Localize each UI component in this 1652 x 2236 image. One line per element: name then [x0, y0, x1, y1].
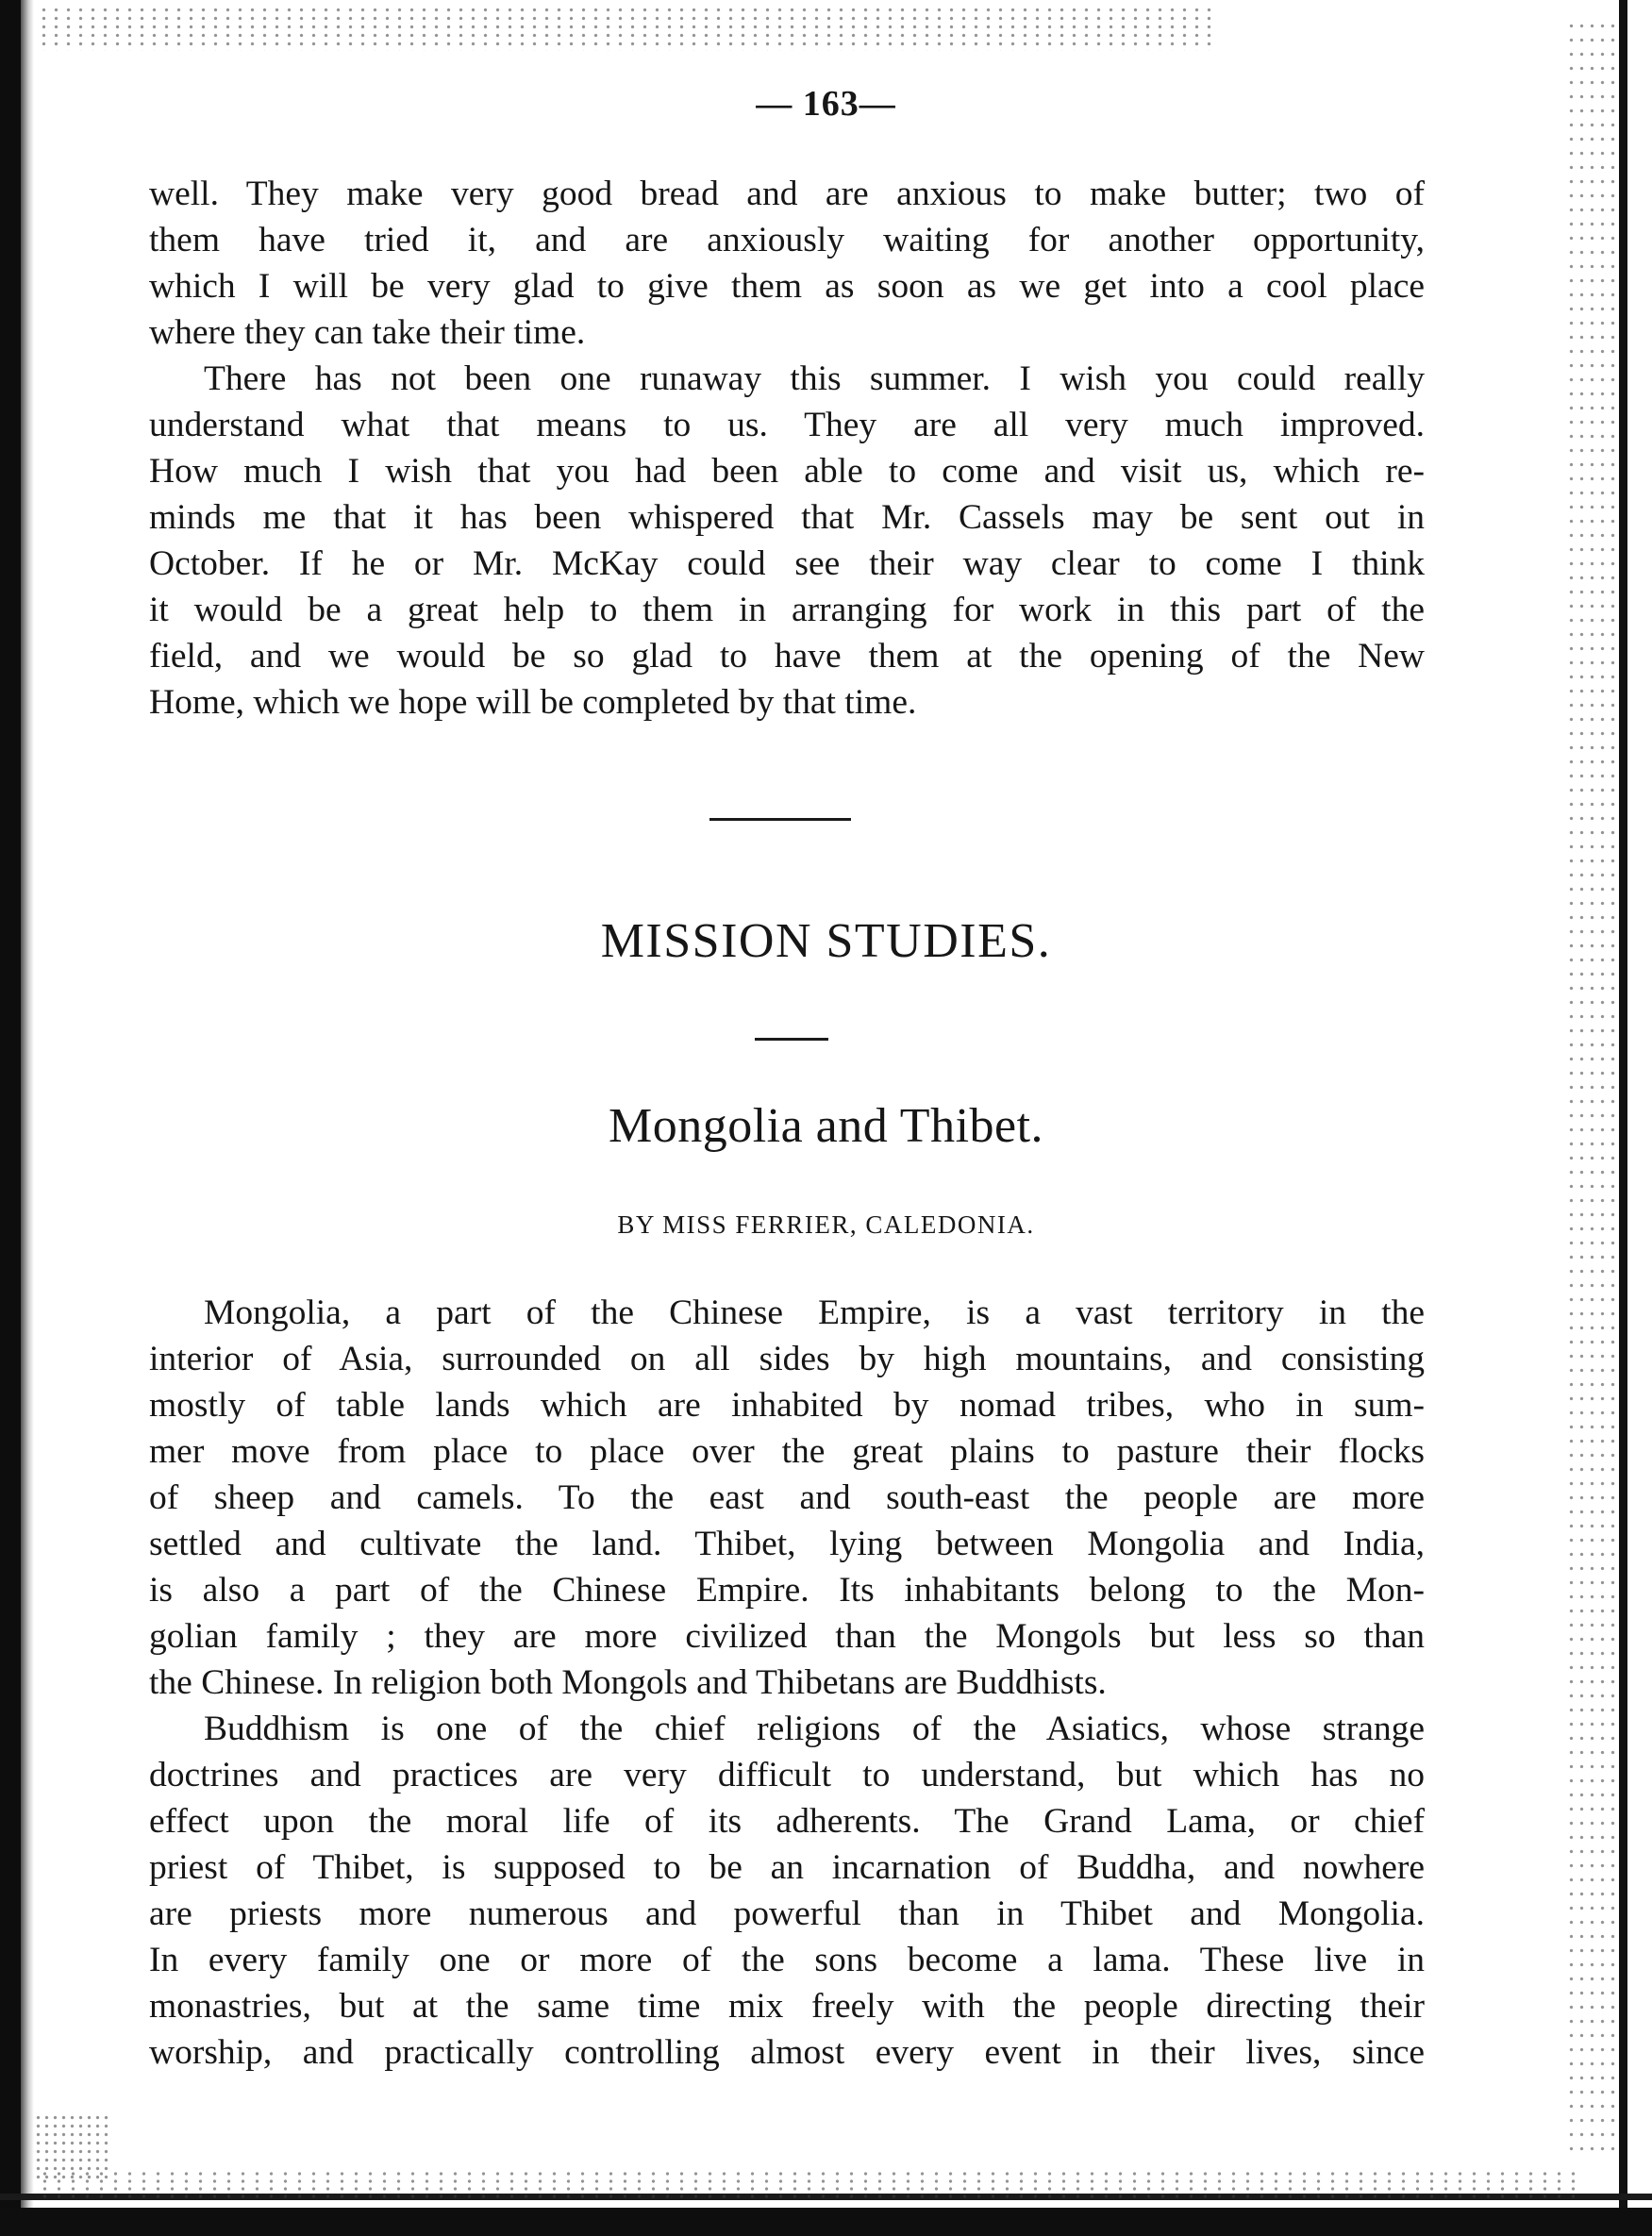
text-line: of sheep and camels. To the east and south-east the people are more — [149, 1478, 1425, 1517]
text-line: effect upon the moral life of its adherents. The Grand Lama, or chief — [149, 1802, 1425, 1841]
article-paragraph-2 — [149, 1706, 1425, 2076]
scan-noise-bottom — [38, 2170, 1585, 2198]
text-line: them have tried it, and are anxiously waiting for another opportunity, — [149, 221, 1425, 259]
heading-divider — [755, 1038, 828, 1041]
runaway-paragraph — [149, 356, 1425, 726]
text-line: golian family ; they are more civilized than the Mongols but less so than — [149, 1617, 1425, 1656]
text-line: is also a part of the Chinese Empire. Its inhabitants belong to the Mon- — [149, 1571, 1425, 1610]
text-line: where they can take their time. — [149, 313, 586, 352]
text-line: Buddhism is one of the chief religions of the Asiatics, whose strange — [204, 1710, 1425, 1748]
text-line: are priests more numerous and powerful than in Thibet and Mongolia. — [149, 1894, 1425, 1933]
text-line: October. If he or Mr. McKay could see their way clear to come I think — [149, 544, 1425, 583]
scan-noise-left — [34, 2113, 109, 2179]
text-line: doctrines and practices are very difficult to understand, but which has no — [149, 1756, 1425, 1794]
byline-text: BY MISS FERRIER, CALEDONIA. — [617, 1210, 1035, 1239]
text-line: which I will be very glad to give them as soon as we get into a cool place — [149, 267, 1425, 306]
article-title: Mongolia and Thibet. — [608, 1099, 1044, 1153]
text-line: the Chinese. In religion both Mongols and Thibetans are Buddhists. — [149, 1663, 1107, 1702]
page-number: — 163— — [756, 84, 896, 124]
scan-noise-top — [38, 6, 1217, 51]
text-line: monastries, but at the same time mix freely with the people directing their — [149, 1987, 1425, 2026]
text-line: understand what that means to us. They are all very much improved. — [149, 406, 1425, 444]
section-title: MISSION STUDIES. — [600, 914, 1052, 968]
text-line: There has not been one runaway this summer. I wish you could really — [204, 359, 1425, 398]
text-line: interior of Asia, surrounded on all sides by high mountains, and consisting — [149, 1340, 1425, 1378]
continuation-paragraph — [149, 171, 1425, 356]
article-paragraph-1 — [149, 1290, 1425, 1706]
text-line: field, and we would be so glad to have them at the opening of the New — [149, 637, 1425, 676]
text-line: it would be a great help to them in arranging for work in this part of the — [149, 591, 1425, 629]
scan-noise-right — [1566, 19, 1621, 2161]
text-line: priest of Thibet, is supposed to be an incarnation of Buddha, and nowhere — [149, 1848, 1425, 1887]
byline — [0, 1210, 1652, 1240]
scan-bottom-border — [0, 2208, 1652, 2236]
text-line: settled and cultivate the land. Thibet, lying between Mongolia and India, — [149, 1525, 1425, 1563]
text-line: minds me that it has been whispered that Mr. Cassels may be sent out in — [149, 498, 1425, 537]
text-line: mer move from place to place over the great plains to pasture their flocks — [149, 1432, 1425, 1471]
text-line: Mongolia, a part of the Chinese Empire, is a vast territory in the — [204, 1293, 1425, 1332]
text-line: Home, which we hope will be completed by that time. — [149, 683, 917, 722]
text-line: well. They make very good bread and are anxious to make butter; two of — [149, 175, 1425, 213]
section-divider — [709, 818, 851, 821]
text-line: worship, and practically controlling almost every event in their lives, since — [149, 2033, 1425, 2072]
text-line: How much I wish that you had been able to come and visit us, which re- — [149, 452, 1425, 491]
text-line: In every family one or more of the sons become a lama. These live in — [149, 1941, 1425, 1979]
text-line: mostly of table lands which are inhabited by nomad tribes, who in sum- — [149, 1386, 1425, 1425]
